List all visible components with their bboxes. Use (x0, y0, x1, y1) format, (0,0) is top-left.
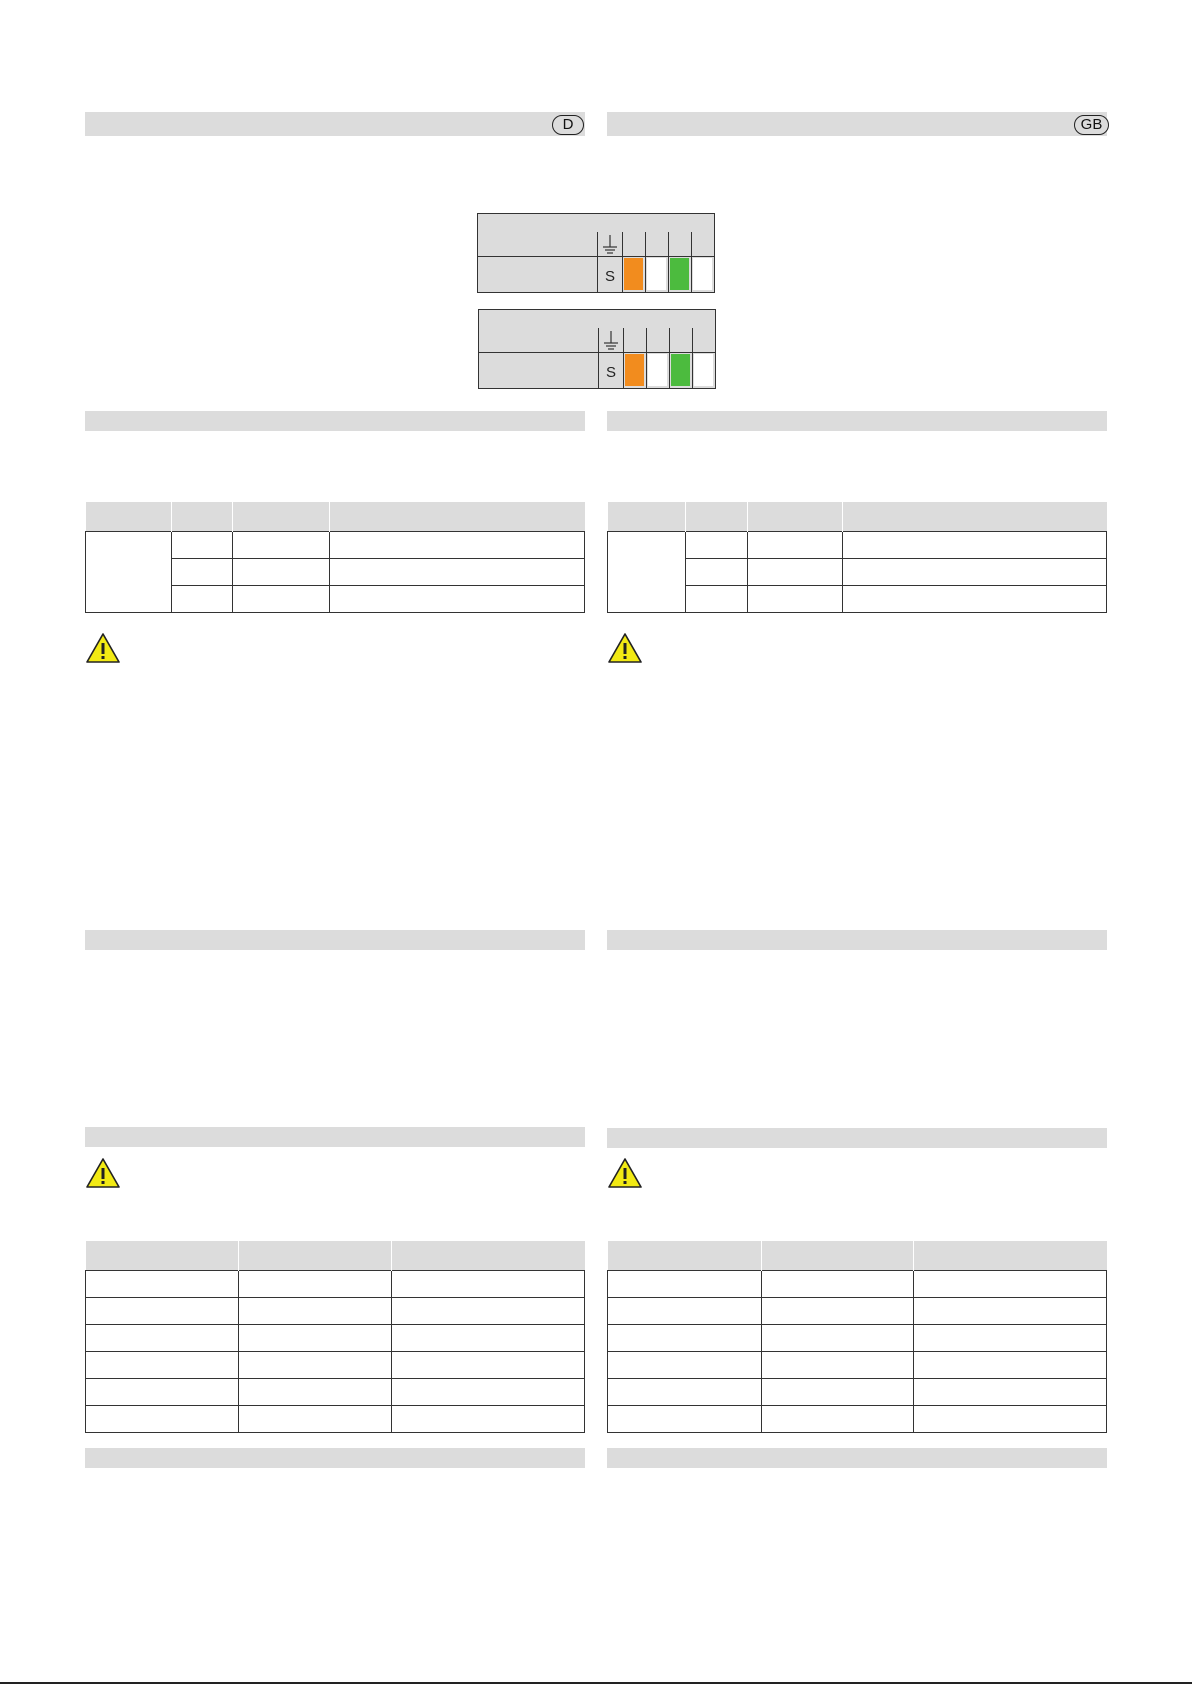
spec-table-de (85, 1241, 585, 1433)
section-header-de-5 (85, 1448, 585, 1468)
table-row (608, 1271, 1107, 1298)
section-header-en-5 (607, 1448, 1107, 1468)
warning-icon (85, 632, 121, 664)
pin-white-2 (694, 354, 713, 386)
pin-white-2 (693, 258, 712, 290)
ground-icon (601, 234, 619, 254)
connector-diagram-1 (477, 213, 715, 293)
status-table-de (85, 502, 585, 613)
table-row (86, 1298, 585, 1325)
table-row (608, 1379, 1107, 1406)
language-badge-de: D (552, 115, 584, 135)
spec-table-en (607, 1241, 1107, 1433)
table-header-row (608, 502, 1107, 532)
table-row (608, 1406, 1107, 1433)
table-header-row (86, 502, 585, 532)
section-header-de-4 (85, 1127, 585, 1147)
table-row (86, 532, 585, 559)
ground-icon (602, 330, 620, 350)
section-header-en-4 (607, 1128, 1107, 1148)
table-row (608, 1298, 1107, 1325)
table-row (608, 1325, 1107, 1352)
pin-orange (625, 354, 644, 386)
section-header-de-top (85, 112, 585, 136)
warning-icon (607, 632, 643, 664)
pin-white-1 (648, 354, 667, 386)
table-row (86, 1352, 585, 1379)
table-row (608, 532, 1107, 559)
footer-rule (0, 1682, 1192, 1684)
shield-label: S (604, 268, 615, 285)
warning-icon (85, 1157, 121, 1189)
connector-diagram-2 (478, 309, 716, 389)
status-table-en (607, 502, 1107, 613)
language-badge-gb: GB (1074, 115, 1109, 135)
warning-icon (607, 1157, 643, 1189)
section-header-en-3 (607, 930, 1107, 950)
table-row (608, 1352, 1107, 1379)
pin-green (671, 354, 690, 386)
section-header-en-top (607, 112, 1107, 136)
pin-white-1 (647, 258, 666, 290)
table-row (86, 1325, 585, 1352)
section-header-de-2 (85, 411, 585, 431)
section-header-en-2 (607, 411, 1107, 431)
pin-green (670, 258, 689, 290)
shield-label: S (605, 364, 616, 381)
table-row (86, 1271, 585, 1298)
table-header-row (86, 1241, 585, 1271)
table-row (86, 1379, 585, 1406)
pin-orange (624, 258, 643, 290)
table-header-row (608, 1241, 1107, 1271)
section-header-de-3 (85, 930, 585, 950)
table-row (86, 1406, 585, 1433)
